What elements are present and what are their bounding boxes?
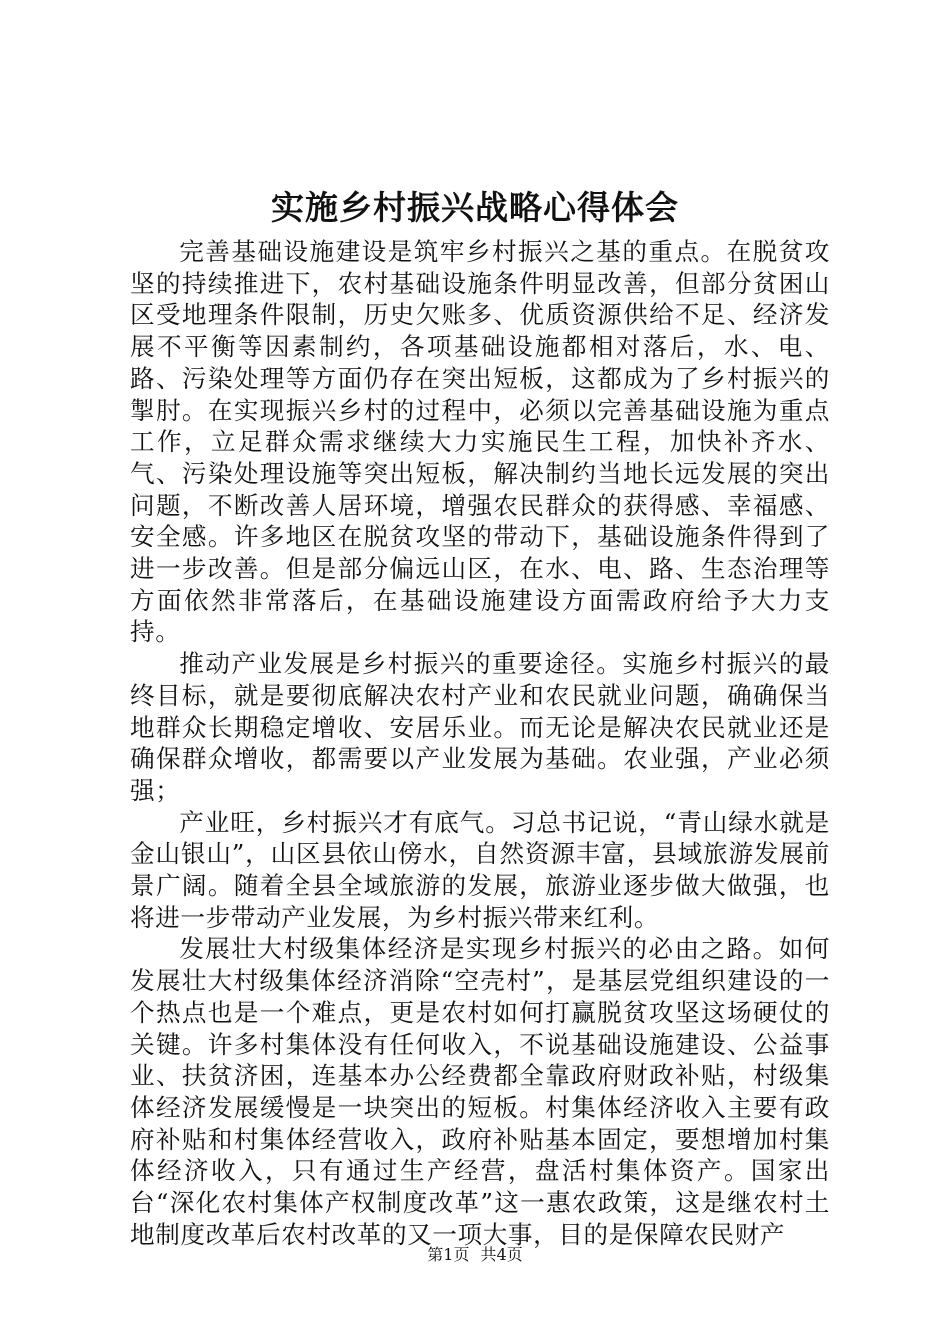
paragraph-infrastructure: 完善基础设施建设是筑牢乡村振兴之基的重点。在脱贫攻坚的持续推进下，农村基础设施条件明显改善，但部分贫困山区受地理条件限制，历史欠账多、优质资源供给不足、经济发展不平衡等因素制约，各项基础设施都相对落后，水、电、路、污染处理等方面仍存在突出短板，这都成为了乡村振兴的掣肘。在实现振兴乡村的过程中，必须以完善基础设施为重点工作，立足群众需求继续大力实施民生工程，加快补齐水、气、污染处理设施等突出短板，解决制约当地长远发展的突出问题，不断改善人居环境，增强农民群众的获得感、幸福感、安全感。许多地区在脱贫攻坚的带动下，基础设施条件得到了进一步改善。但是部分偏远山区，在水、电、路、生态治理等方面依然非常落后，在基础设施建设方面需政府给予大力支持。	[130, 237, 830, 647]
document-title: 实施乡村振兴战略心得体会	[271, 188, 679, 227]
page-footer	[0, 1244, 950, 1266]
page-number: 第1页	[427, 1245, 470, 1264]
paragraph-tourism: 产业旺，乡村振兴才有底气。习总书记说，“青山绿水就是金山银山”，山区县依山傍水，自然资源丰富，县域旅游发展前景广阔。随着全县全域旅游的发展，旅游业逐步做大做强，也将进一步带动产业发展，为乡村振兴带来红利。	[130, 807, 830, 932]
document-body	[130, 236, 830, 1251]
paragraph-industry: 推动产业发展是乡村振兴的重要途径。实施乡村振兴的最终目标，就是要彻底解决农村产业和农民就业问题，确确保当地群众长期稳定增收、安居乐业。而无论是解决农民就业还是确保群众增收，都需要以产业发展为基础。农业强，产业必须强；	[130, 649, 830, 805]
paragraph-collective-economy: 发展壮大村级集体经济是实现乡村振兴的必由之路。如何发展壮大村级集体经济消除“空壳村”，是基层党组织建设的一个热点也是一个难点，更是农村如何打赢脱贫攻坚这场硬仗的关键。许多村集体没有任何收入，不说基础设施建设、公益事业、扶贫济困，连基本办公经费都全靠政府财政补贴，村级集体经济发展缓慢是一块突出的短板。村集体经济收入主要有政府补贴和村集体经营收入，政府补贴基本固定，要想增加村集体经济收入，只有通过生产经营，盘活村集体资产。国家出台“深化农村集体产权制度改革”这一惠农政策，这是继农村土地制度改革后农村改革的又一项大事，目的是保障农民财产	[130, 934, 830, 1249]
page-total: 共4页	[480, 1245, 523, 1264]
